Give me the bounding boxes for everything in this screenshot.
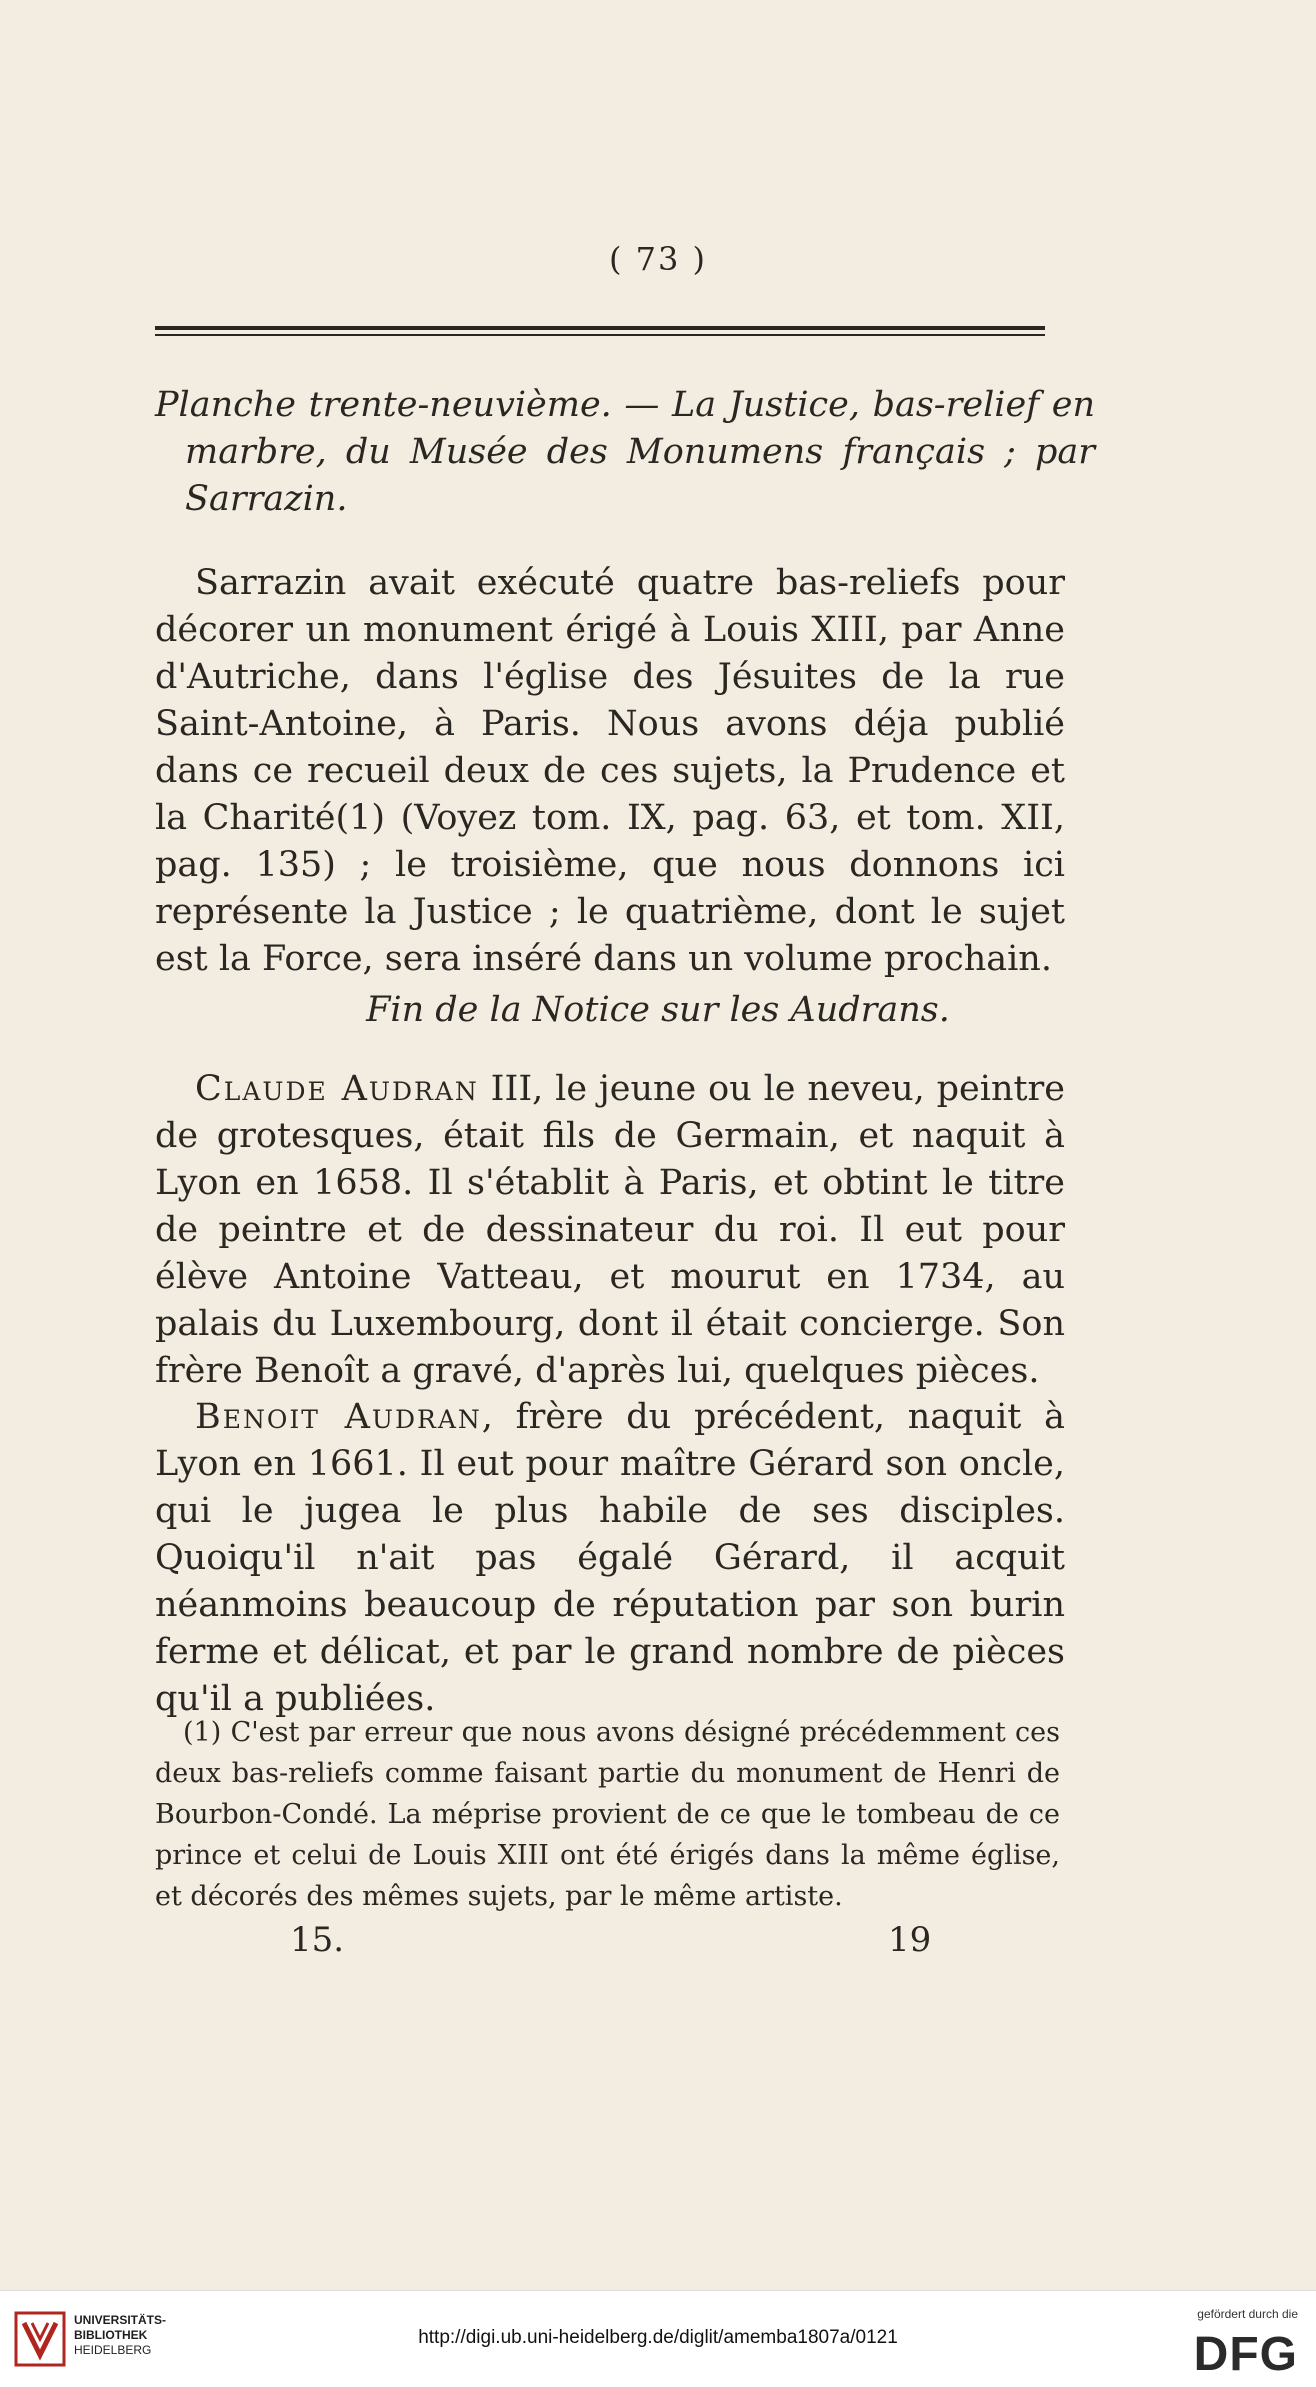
footnote: (1) C'est par erreur que nous avons désigné précédemment ces deux bas-reliefs comme faisant partie du monument de Henri de Bourbon-Condé. La méprise provient de ce que le tombeau de ce prince et celui de Louis XIII ont été érigés dans la même église, et décorés des mêmes sujets, par le même artiste. <box>155 1717 1060 1912</box>
plate-caption <box>155 382 1095 523</box>
entry-name: Benoit Audran <box>195 1397 482 1437</box>
header-rule-thin <box>155 334 1045 336</box>
funder-note: gefördert durch die <box>1197 2307 1298 2321</box>
entry-name: Claude Audran <box>195 1069 479 1109</box>
signature-mark: 15. <box>290 1920 345 1960</box>
entry-benoit-audran <box>155 1394 1065 1723</box>
page-number: 19 <box>888 1920 932 1960</box>
plate-caption-lead: Planche trente-neuvième. — La Justice, bas-relief en <box>155 385 1095 425</box>
permalink-url[interactable]: http://digi.ub.uni-heidelberg.de/diglit/amemba1807a/0121 <box>418 2327 898 2348</box>
institution-line: BIBLIOTHEK <box>74 2328 148 2342</box>
entry-claude-audran <box>155 1066 1065 1395</box>
header-rule-thick <box>155 326 1045 330</box>
entry-text: III, le jeune ou le neveu, peintre de grotesques, était fils de Germain, et naquit à Lyon en 1658. Il s'établit à Paris, et obtint le titre de peintre et de dessinateur du roi. Il eut pour élève Antoine Vatteau, et mourut en 1734, au palais du Luxembourg, dont il était concierge. Son frère Benoît a gravé, d'après lui, quelques pièces. <box>155 1069 1065 1391</box>
viewer-footer <box>0 2290 1316 2387</box>
section-end-title: Fin de la Notice sur les Audrans. <box>366 990 950 1030</box>
institution-line: UNIVERSITÄTS- <box>74 2313 167 2327</box>
body-paragraph: Sarrazin avait exécuté quatre bas-reliefs pour décorer un monument érigé à Louis XIII, par Anne d'Autriche, dans l'église des Jésuites de la rue Saint-Antoine, à Paris. Nous avons déja publié dans ce recueil deux de ces sujets, la Prudence et la Charité(1) (Voyez tom. IX, pag. 63, et tom. XII, pag. 135) ; le troisième, que nous donnons ici représente la Justice ; le quatrième, dont le sujet est la Force, sera inséré dans un volume prochain. <box>155 563 1065 979</box>
funder-logo[interactable]: DFG <box>1193 2328 1298 2381</box>
institution-line: HEIDELBERG <box>74 2343 152 2357</box>
page-header: ( 73 ) <box>608 240 708 278</box>
plate-caption-rest: marbre, du Musée des Monumens français ; par Sarrazin. <box>185 432 1095 519</box>
entry-text: , frère du précédent, naquit à Lyon en 1661. Il eut pour maître Gérard son oncle, qui le jugea le plus habile de ses disciples. Quoiqu'il n'ait pas égalé Gérard, il acquit néanmoins beaucoup de réputation par son burin ferme et délicat, et par le grand nombre de pièces qu'il a publiées. <box>155 1397 1065 1719</box>
